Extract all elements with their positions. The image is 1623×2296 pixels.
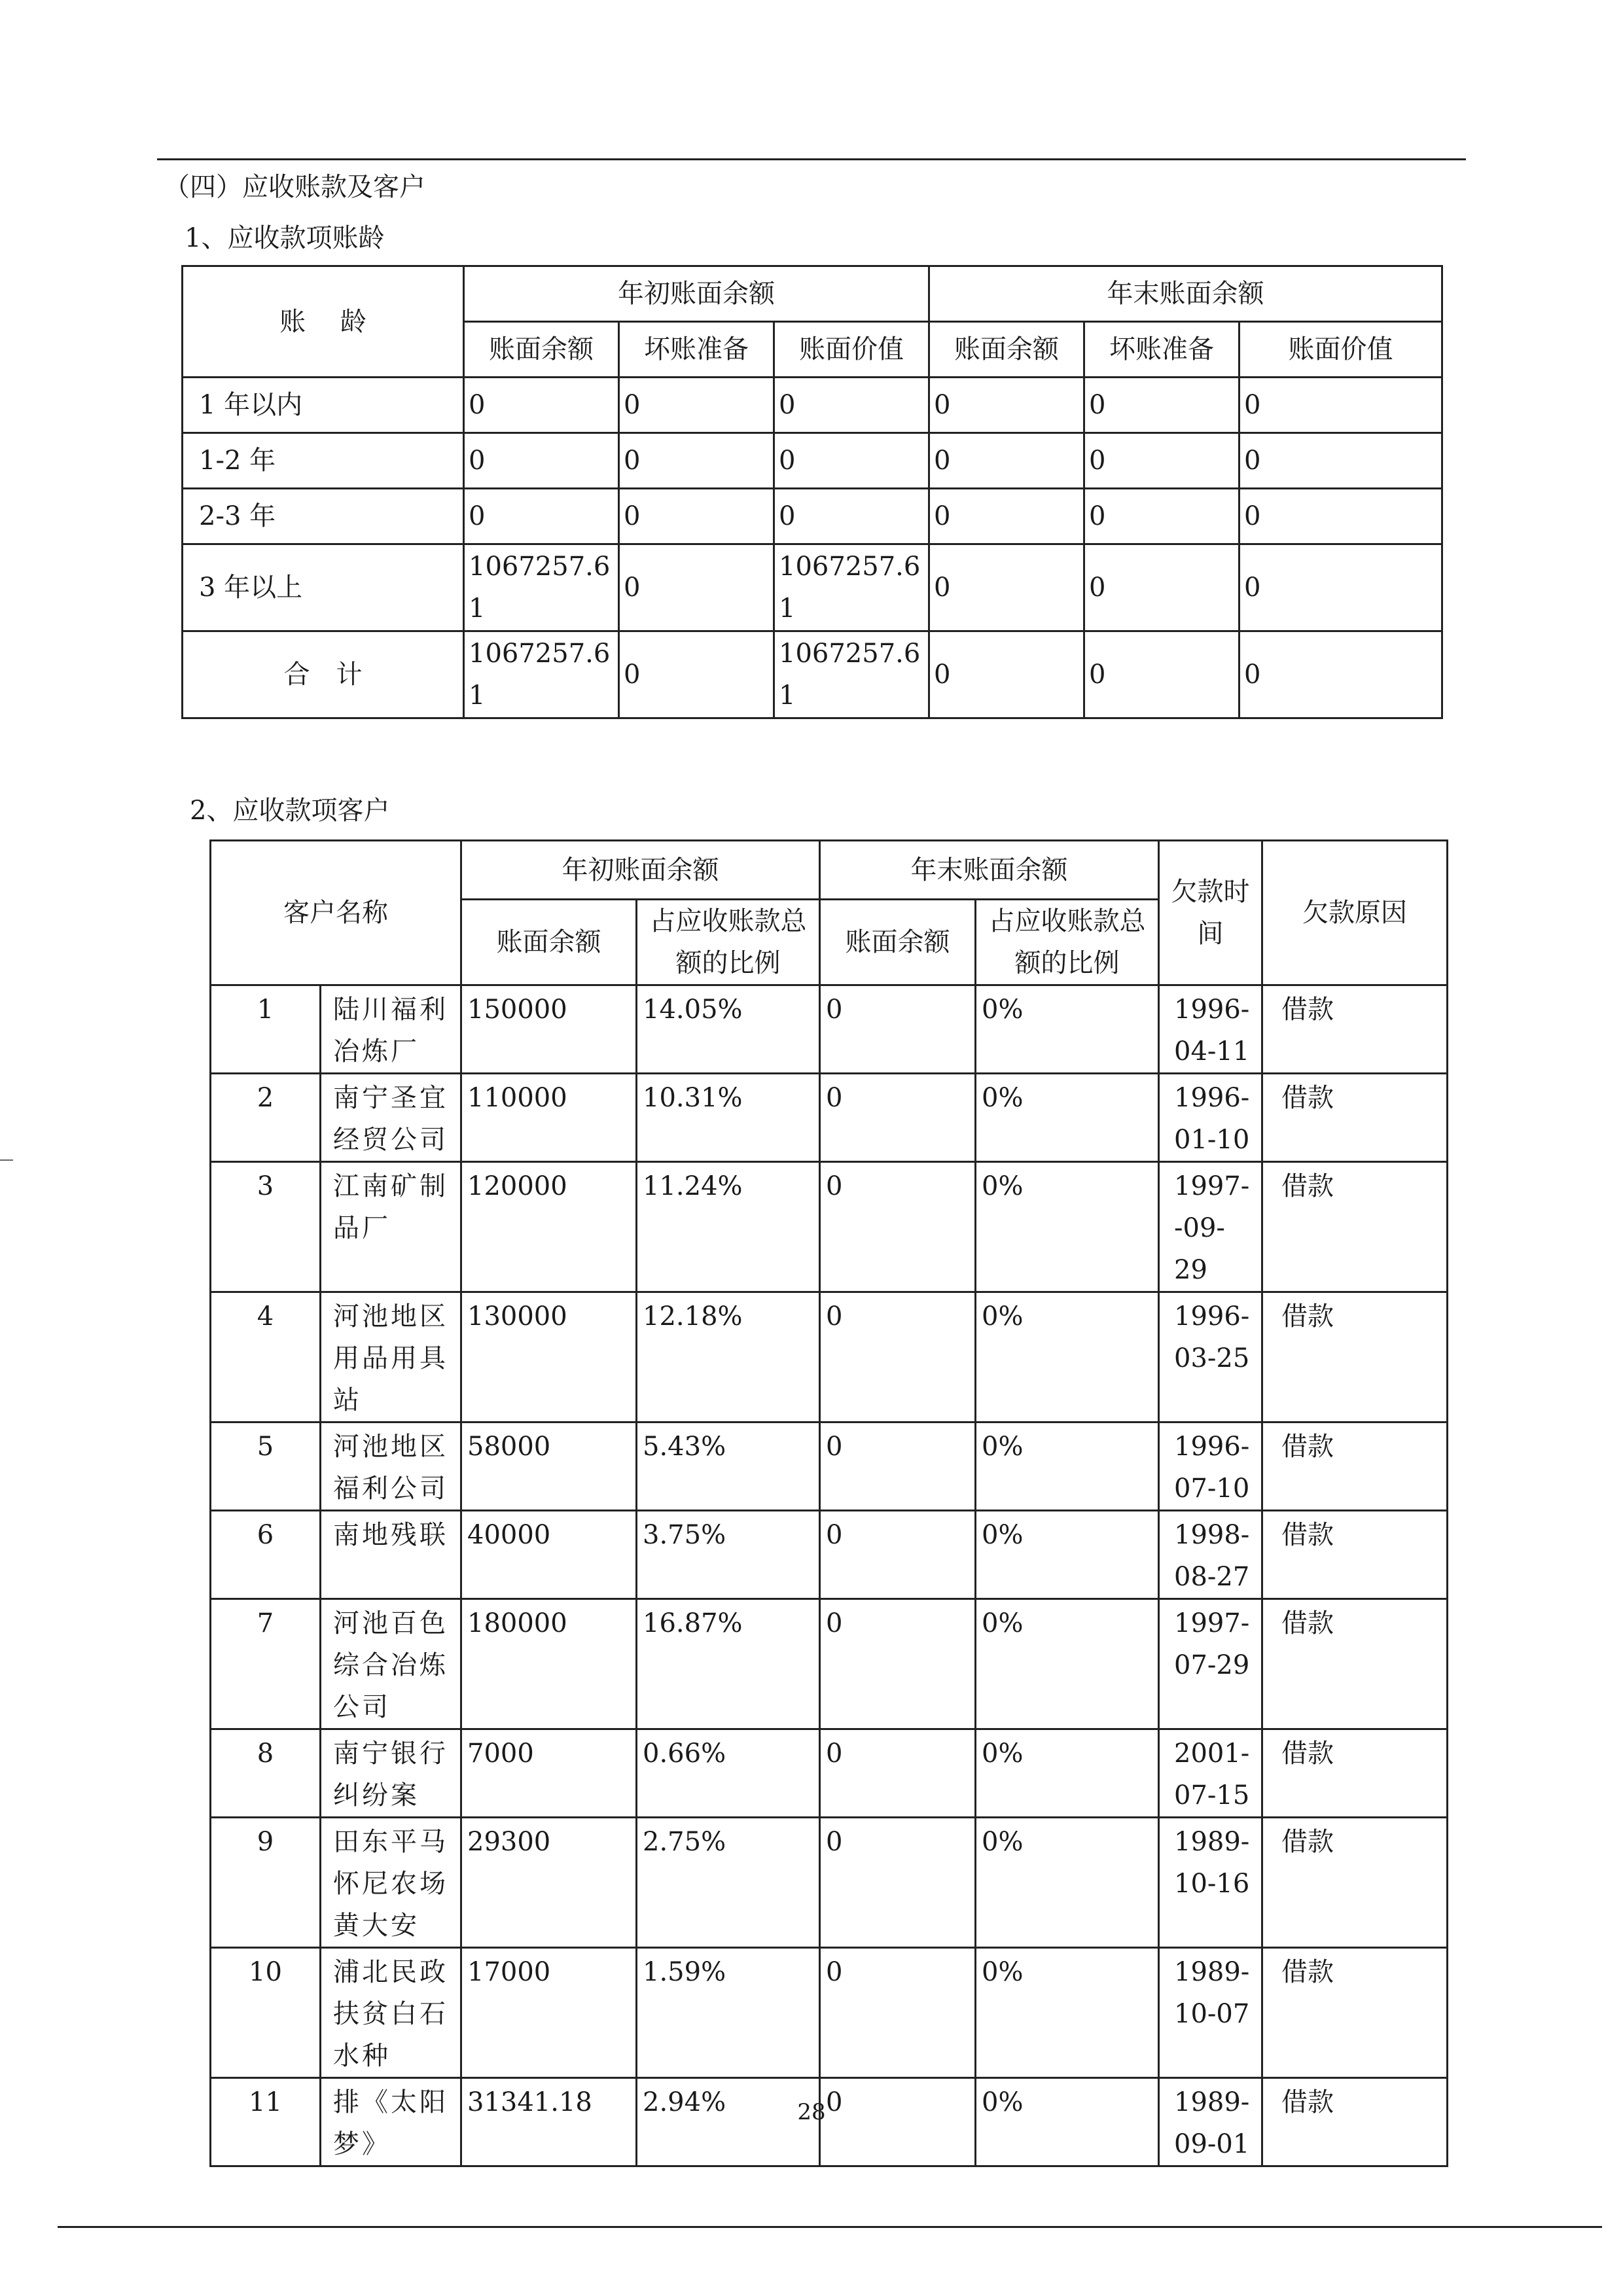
cell: 0 (774, 433, 929, 489)
header-owe-reason: 欠款原因 (1262, 841, 1448, 985)
header-customer-name: 客户名称 (211, 841, 461, 985)
aging-heading: 1、应收款项账龄 (185, 223, 385, 253)
owe-reason: 借款 (1262, 1599, 1448, 1729)
begin-ratio: 16.87% (637, 1599, 820, 1729)
table-row (183, 433, 1442, 489)
cell: 0 (1084, 631, 1240, 718)
end-ratio: 0% (976, 1292, 1159, 1422)
owe-date: 1989-10-16 (1159, 1818, 1262, 1948)
header-balance-end: 账面余额 (820, 900, 976, 985)
begin-ratio: 3.75% (637, 1511, 820, 1599)
end-ratio: 0% (976, 1818, 1159, 1948)
cell: 1067257.61 (774, 631, 929, 718)
cell: 0 (929, 631, 1084, 718)
scan-mark (0, 1159, 13, 1161)
end-ratio: 0% (976, 985, 1159, 1074)
bottom-rule (58, 2226, 1602, 2228)
end-ratio: 0% (976, 1511, 1159, 1599)
cell: 0 (1240, 378, 1442, 433)
customer-name: 南宁圣宜经贸公司 (321, 1074, 461, 1162)
begin-ratio: 5.43% (637, 1422, 820, 1511)
row-label: 3 年以上 (183, 544, 464, 631)
cell: 0 (1084, 544, 1240, 631)
customer-name: 河池地区福利公司 (321, 1422, 461, 1511)
cell: 0 (929, 489, 1084, 544)
customers-heading: 2、应收款项客户 (190, 796, 390, 826)
end-ratio: 0% (976, 1074, 1159, 1162)
row-number: 9 (211, 1818, 321, 1948)
owe-date: 1989-09-01 (1159, 2078, 1262, 2166)
row-number: 8 (211, 1729, 321, 1818)
cell: 1067257.61 (464, 631, 619, 718)
table-row (183, 489, 1442, 544)
cell: 0 (929, 378, 1084, 433)
row-number: 2 (211, 1074, 321, 1162)
cell: 0 (464, 378, 619, 433)
begin-ratio: 1.59% (637, 1948, 820, 2078)
begin-balance: 40000 (461, 1511, 637, 1599)
customers-table (209, 839, 1448, 2167)
top-rule (157, 158, 1466, 160)
owe-reason: 借款 (1262, 1729, 1448, 1818)
row-label: 1 年以内 (183, 378, 464, 433)
end-ratio: 0% (976, 1422, 1159, 1511)
row-label-total: 合 计 (183, 631, 464, 718)
row-number: 10 (211, 1948, 321, 2078)
table-row (183, 631, 1442, 718)
begin-balance: 17000 (461, 1948, 637, 2078)
begin-balance: 180000 (461, 1599, 637, 1729)
begin-balance: 7000 (461, 1729, 637, 1818)
aging-table (181, 265, 1443, 719)
begin-balance: 58000 (461, 1422, 637, 1511)
customer-name: 浦北民政扶贫白石水种 (321, 1948, 461, 2078)
customer-name: 排《太阳梦》 (321, 2078, 461, 2166)
begin-ratio: 0.66% (637, 1729, 820, 1818)
header-begin-group: 年初账面余额 (464, 266, 929, 322)
table-row (211, 1511, 1448, 1599)
end-balance: 0 (820, 1599, 976, 1729)
cell: 0 (464, 433, 619, 489)
end-balance: 0 (820, 2078, 976, 2166)
header-age: 账 龄 (183, 266, 464, 378)
begin-balance: 29300 (461, 1818, 637, 1948)
table-row (211, 1948, 1448, 2078)
end-balance: 0 (820, 1292, 976, 1422)
end-balance: 0 (820, 1948, 976, 2078)
customer-name: 南宁银行纠纷案 (321, 1729, 461, 1818)
begin-ratio: 11.24% (637, 1162, 820, 1292)
cell: 0 (619, 489, 774, 544)
owe-reason: 借款 (1262, 1422, 1448, 1511)
cell: 0 (464, 489, 619, 544)
end-ratio: 0% (976, 1162, 1159, 1292)
table-row (211, 1599, 1448, 1729)
row-number: 7 (211, 1599, 321, 1729)
table-row (211, 1292, 1448, 1422)
owe-date: 1996-01-10 (1159, 1074, 1262, 1162)
begin-balance: 130000 (461, 1292, 637, 1422)
header-sub: 坏账准备 (1084, 322, 1240, 378)
cell: 0 (1084, 378, 1240, 433)
cell: 1067257.61 (774, 544, 929, 631)
header-end-group: 年末账面余额 (820, 841, 1159, 900)
owe-reason: 借款 (1262, 985, 1448, 1074)
page-number: 28 (797, 2099, 826, 2125)
row-number: 3 (211, 1162, 321, 1292)
end-ratio: 0% (976, 1599, 1159, 1729)
begin-ratio: 14.05% (637, 985, 820, 1074)
header-sub: 账面余额 (464, 322, 619, 378)
table-row (211, 985, 1448, 1074)
cell: 0 (929, 433, 1084, 489)
table-row (211, 1074, 1448, 1162)
header-sub: 账面价值 (774, 322, 929, 378)
owe-reason: 借款 (1262, 1948, 1448, 2078)
owe-date: 1996-07-10 (1159, 1422, 1262, 1511)
cell: 0 (619, 378, 774, 433)
customer-name: 陆川福利冶炼厂 (321, 985, 461, 1074)
cell: 0 (619, 433, 774, 489)
cell: 0 (774, 489, 929, 544)
header-sub: 账面价值 (1240, 322, 1442, 378)
begin-balance: 31341.18 (461, 2078, 637, 2166)
cell: 0 (929, 544, 1084, 631)
end-balance: 0 (820, 1818, 976, 1948)
customer-name: 江南矿制品厂 (321, 1162, 461, 1292)
begin-ratio: 2.94% (637, 2078, 820, 2166)
table-row (183, 378, 1442, 433)
table-row (211, 1422, 1448, 1511)
cell: 1067257.61 (464, 544, 619, 631)
owe-reason: 借款 (1262, 1511, 1448, 1599)
begin-balance: 110000 (461, 1074, 637, 1162)
header-sub: 账面余额 (929, 322, 1084, 378)
owe-reason: 借款 (1262, 1162, 1448, 1292)
end-ratio: 0% (976, 1948, 1159, 2078)
cell: 0 (1240, 489, 1442, 544)
row-number: 6 (211, 1511, 321, 1599)
begin-ratio: 10.31% (637, 1074, 820, 1162)
end-balance: 0 (820, 1074, 976, 1162)
begin-ratio: 12.18% (637, 1292, 820, 1422)
end-balance: 0 (820, 1162, 976, 1292)
header-begin-group: 年初账面余额 (461, 841, 820, 900)
row-number: 5 (211, 1422, 321, 1511)
owe-reason: 借款 (1262, 1292, 1448, 1422)
begin-ratio: 2.75% (637, 1818, 820, 1948)
end-ratio: 0% (976, 1729, 1159, 1818)
cell: 0 (1084, 489, 1240, 544)
table-row (183, 544, 1442, 631)
row-number: 4 (211, 1292, 321, 1422)
customer-name: 河池百色综合冶炼公司 (321, 1599, 461, 1729)
end-balance: 0 (820, 1422, 976, 1511)
owe-reason: 借款 (1262, 2078, 1448, 2166)
row-label: 1-2 年 (183, 433, 464, 489)
cell: 0 (619, 544, 774, 631)
owe-reason: 借款 (1262, 1818, 1448, 1948)
header-sub: 坏账准备 (619, 322, 774, 378)
cell: 0 (1240, 544, 1442, 631)
table-row (211, 1162, 1448, 1292)
cell: 0 (1240, 433, 1442, 489)
cell: 0 (1084, 433, 1240, 489)
owe-date: 1989-10-07 (1159, 1948, 1262, 2078)
owe-date: 1996-04-11 (1159, 985, 1262, 1074)
customer-name: 河池地区用品用具站 (321, 1292, 461, 1422)
cell: 0 (1240, 631, 1442, 718)
customer-name: 田东平马怀尼农场黄大安 (321, 1818, 461, 1948)
header-ratio-end: 占应收账款总额的比例 (976, 900, 1159, 985)
end-balance: 0 (820, 1729, 976, 1818)
owe-date: 1997-07-29 (1159, 1599, 1262, 1729)
customer-name: 南地残联 (321, 1511, 461, 1599)
header-end-group: 年末账面余额 (929, 266, 1442, 322)
owe-date: 1996-03-25 (1159, 1292, 1262, 1422)
end-ratio: 0% (976, 2078, 1159, 2166)
owe-reason: 借款 (1262, 1074, 1448, 1162)
begin-balance: 150000 (461, 985, 637, 1074)
owe-date: 1997--09-29 (1159, 1162, 1262, 1292)
begin-balance: 120000 (461, 1162, 637, 1292)
table-row (211, 1729, 1448, 1818)
owe-date: 1998-08-27 (1159, 1511, 1262, 1599)
end-balance: 0 (820, 985, 976, 1074)
table-row (211, 1818, 1448, 1948)
row-number: 1 (211, 985, 321, 1074)
row-label: 2-3 年 (183, 489, 464, 544)
owe-date: 2001-07-15 (1159, 1729, 1262, 1818)
cell: 0 (774, 378, 929, 433)
header-balance: 账面余额 (461, 900, 637, 985)
end-balance: 0 (820, 1511, 976, 1599)
header-owe-time: 欠款时间 (1159, 841, 1262, 985)
row-number: 11 (211, 2078, 321, 2166)
cell: 0 (619, 631, 774, 718)
section-title: （四）应收账款及客户 (164, 172, 425, 202)
header-ratio: 占应收账款总额的比例 (637, 900, 820, 985)
